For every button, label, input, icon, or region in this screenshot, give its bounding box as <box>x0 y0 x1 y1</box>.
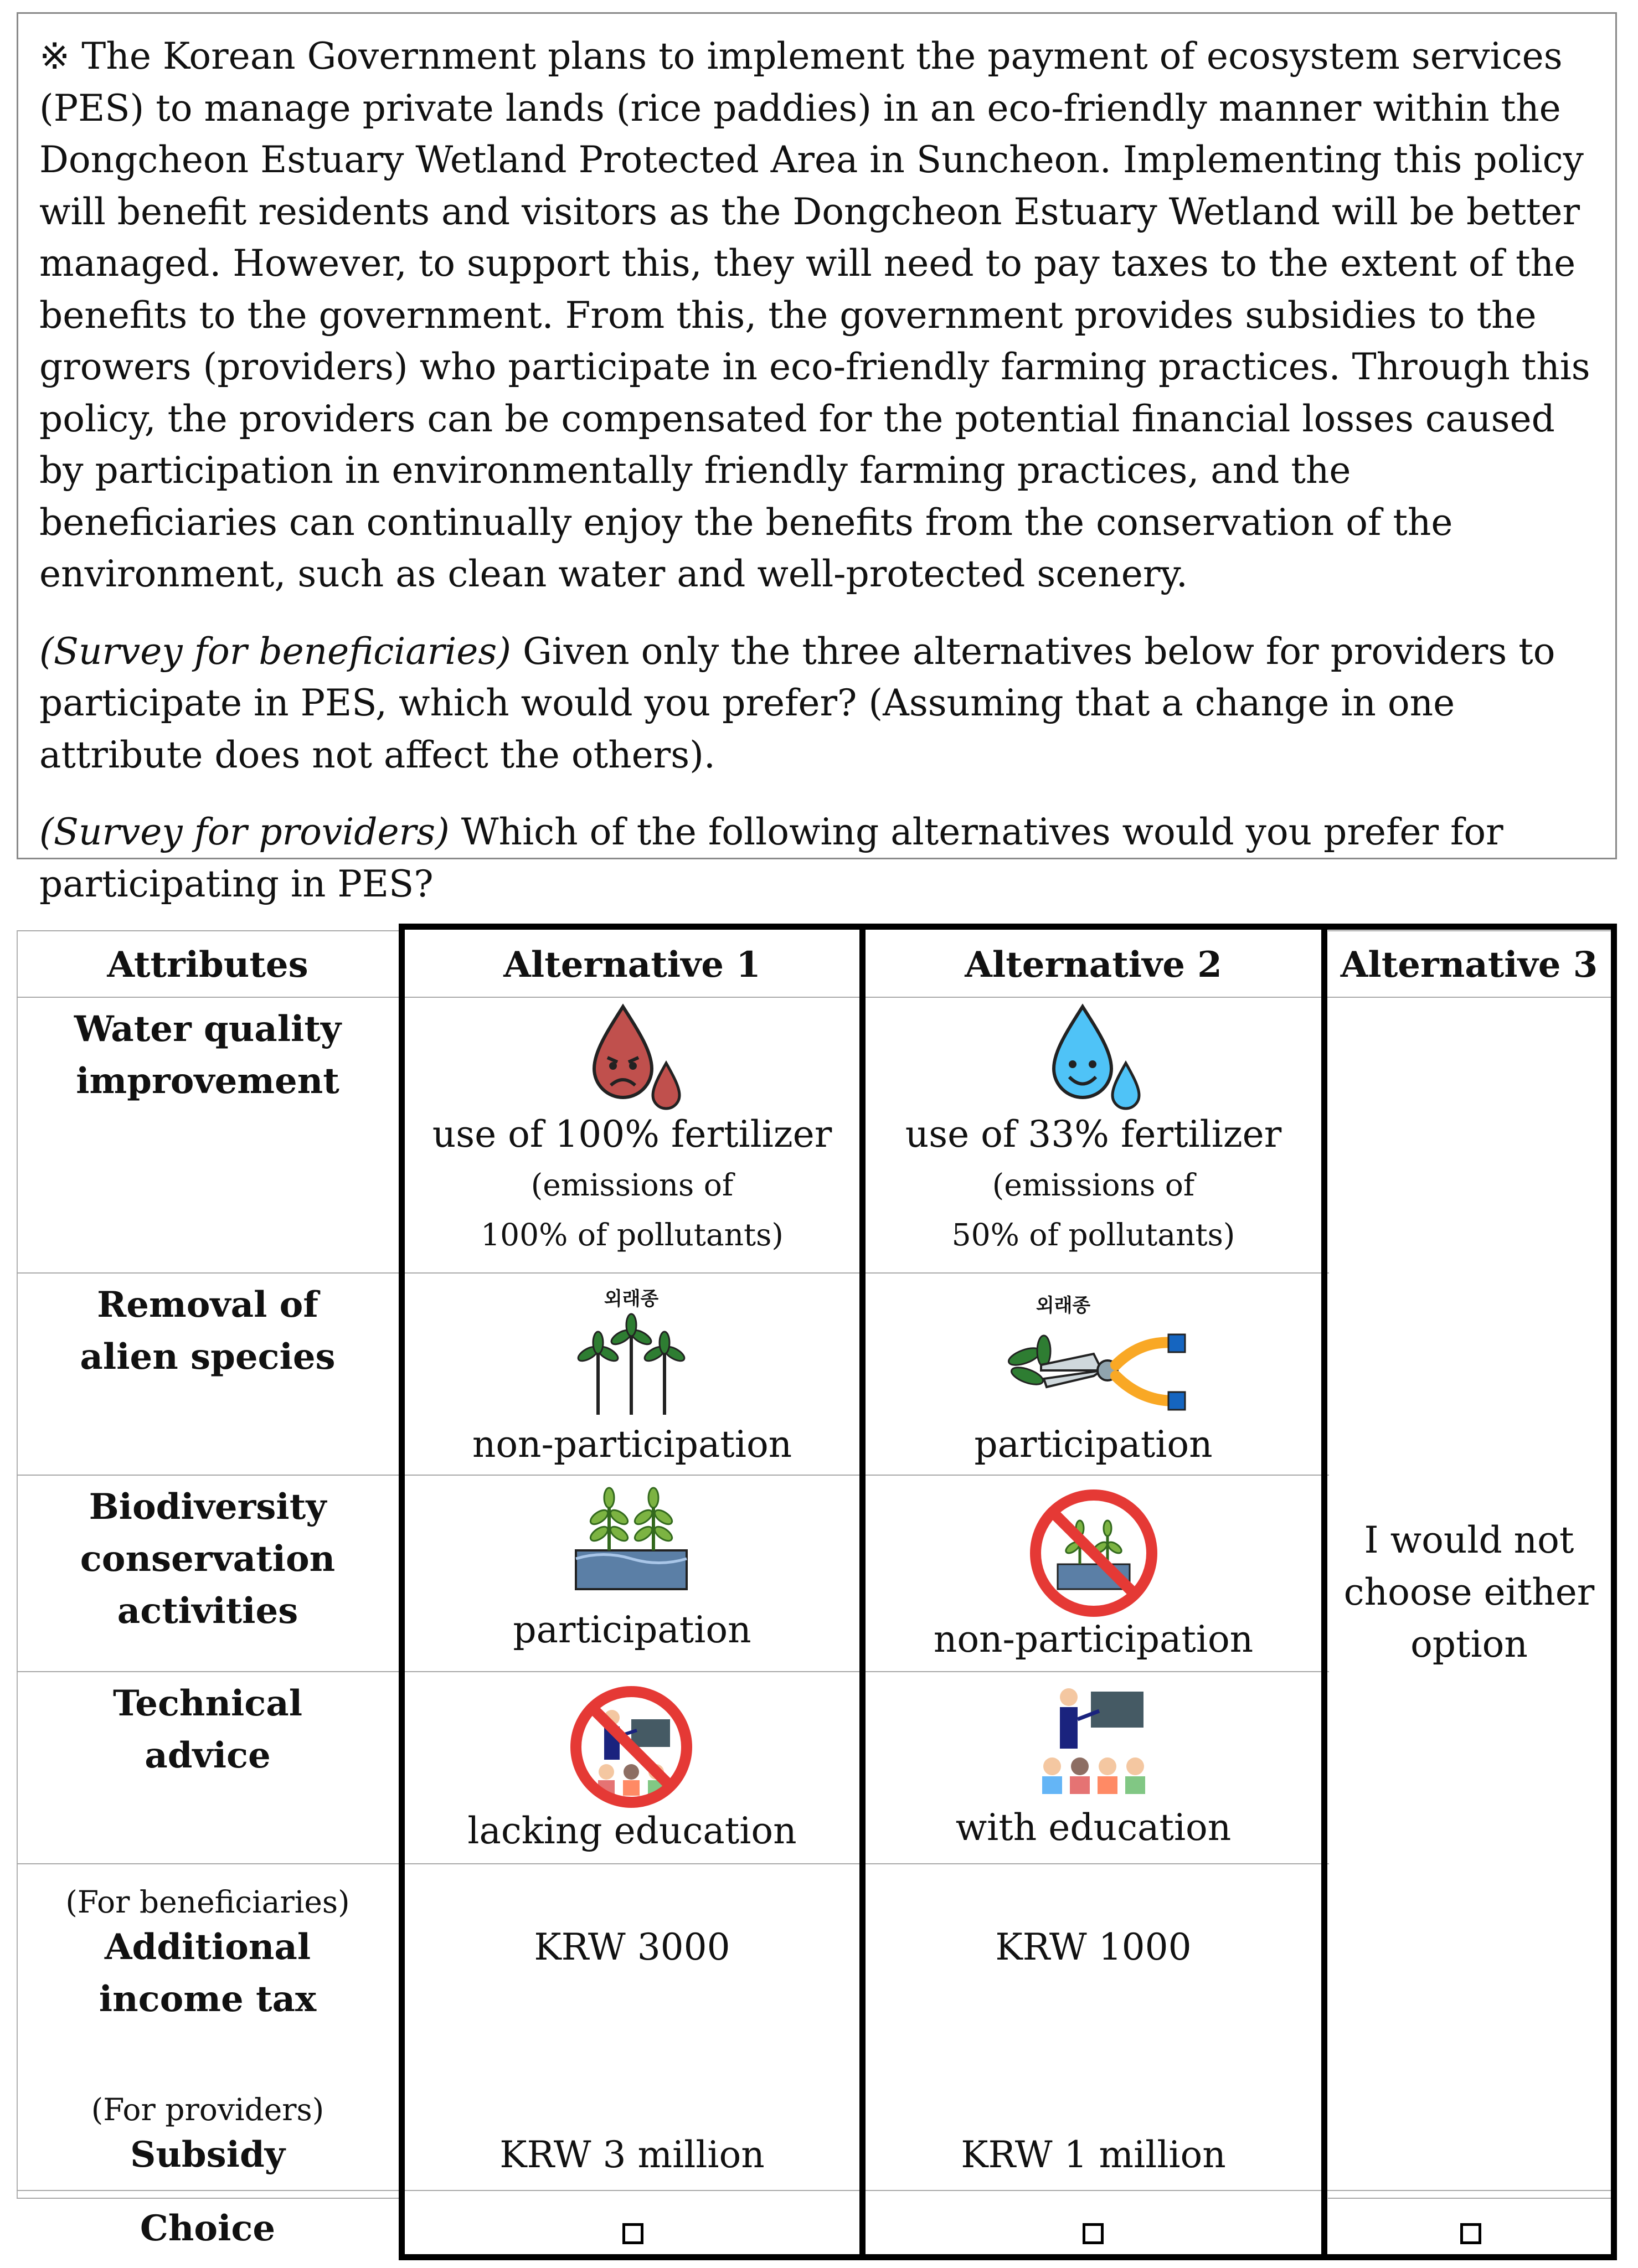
header-attributes: Attributes <box>107 944 308 986</box>
reference-mark: ※ <box>39 35 70 78</box>
intro-box <box>17 12 1617 905</box>
row-divider <box>17 1671 1329 1672</box>
alt1-technical-value: lacking education <box>467 1810 797 1852</box>
row-divider <box>17 997 1617 998</box>
row-divider <box>17 1272 1329 1274</box>
table-bottom-border <box>17 2198 399 2199</box>
opt-out-line: option <box>1410 1623 1528 1666</box>
label-line: Biodiversity <box>89 1486 327 1528</box>
label-line: conservation <box>80 1538 336 1580</box>
no-seedlings-icon <box>1027 1487 1160 1620</box>
label-line: improvement <box>76 1060 339 1102</box>
no-teacher-icon <box>568 1683 695 1811</box>
label-line: Technical <box>112 1683 303 1724</box>
label-line: income tax <box>99 1978 317 2020</box>
alt1-korean-label: 외래종 <box>604 1288 659 1310</box>
provider-survey-label: (Survey for providers) <box>39 811 450 853</box>
alt1-subsidy-value: KRW 3 million <box>499 2133 765 2176</box>
opt-out-line: choose either <box>1343 1571 1595 1614</box>
happy-water-drop-icon <box>1044 1002 1143 1113</box>
alt2-tax-value: KRW 1000 <box>995 1926 1192 1968</box>
intro-paragraph <box>39 30 1594 600</box>
beneficiary-survey-text: Given only the three alternatives below for providers to participate in PES, which would you prefer? (Assuming that a change in one attribute does not affect the others). <box>39 630 1555 776</box>
label-line: advice <box>145 1735 271 1776</box>
opt-out-line: I would not <box>1364 1519 1574 1561</box>
attribute-water-quality <box>17 1003 399 1107</box>
alt2-technical-value: with education <box>955 1806 1232 1849</box>
header-alternative-1: Alternative 1 <box>503 944 761 986</box>
alt2-subsidy-value: KRW 1 million <box>961 2133 1226 2176</box>
header-alternative-2: Alternative 2 <box>965 944 1222 986</box>
note-for-providers: (For providers) <box>91 2092 324 2127</box>
row-divider <box>17 2190 1617 2191</box>
beneficiary-survey-label: (Survey for beneficiaries) <box>39 630 511 673</box>
sad-water-drop-icon <box>584 1002 684 1113</box>
table-bottom-border-right <box>1328 2198 1617 2199</box>
attribute-income-tax <box>17 1921 399 2025</box>
beneficiary-survey <box>39 626 1594 781</box>
label-line: Water quality <box>74 1008 342 1050</box>
alt1-water-value: use of 100% fertilizer <box>432 1113 832 1156</box>
note-for-beneficiaries: (For beneficiaries) <box>65 1884 350 1920</box>
intro-text: The Korean Government plans to implement the payment of ecosystem services (PES) to manage private lands (rice paddies) in an eco-friendly manner within the Dongcheon Estuary Wetland Protected Area in Suncheon. Implementing this policy will benefit residents and visitors as the Dongcheon Estuary Wetland will be better managed. However, to support this, they will need to pay taxes to the extent of the benefits to the government. From this, the government provides subsidies to the growers (providers) who participate in eco-friendly farming practices. Through this policy, the providers can be compensated for the potential financial losses caused by participation in environmentally friendly farming practices, and the beneficiaries can continually enjoy the benefits from the conservation of the environment, such as clean water and well-protected scenery. <box>39 35 1590 595</box>
label-line: activities <box>117 1590 298 1632</box>
alt2-water-sub1: (emissions of <box>992 1167 1195 1203</box>
row-divider <box>17 1863 1329 1864</box>
alt1-water-sub2: 100% of pollutants) <box>481 1217 784 1252</box>
label-line: Removal of <box>97 1284 318 1326</box>
attribute-alien-species <box>17 1279 399 1383</box>
alien-plants-icon <box>576 1307 687 1418</box>
attribute-subsidy: Subsidy <box>130 2134 285 2176</box>
alt1-tax-value: KRW 3000 <box>534 1926 730 1968</box>
alt2-biodiversity-value: non-participation <box>933 1618 1254 1661</box>
label-line: alien species <box>80 1336 336 1378</box>
alt2-water-value: use of 33% fertilizer <box>905 1113 1282 1156</box>
alt3-choice-checkbox[interactable] <box>1460 2223 1481 2244</box>
alt1-biodiversity-value: participation <box>513 1609 751 1651</box>
attribute-biodiversity <box>17 1481 399 1637</box>
table-right-border <box>1616 930 1617 2199</box>
attribute-choice: Choice <box>140 2208 276 2249</box>
alt1-alien-value: non-participation <box>472 1423 792 1466</box>
label-line: Additional <box>104 1926 311 1968</box>
row-divider <box>17 1475 1329 1476</box>
alt2-choice-checkbox[interactable] <box>1083 2223 1104 2244</box>
alt3-opt-out-text <box>1327 1514 1611 1671</box>
attribute-technical-advice <box>17 1678 399 1782</box>
teacher-icon <box>1030 1683 1157 1800</box>
header-alternative-3: Alternative 3 <box>1340 944 1598 986</box>
table-top-border-right <box>1328 930 1617 931</box>
pruning-shears-icon <box>1002 1323 1191 1418</box>
alt2-korean-label: 외래종 <box>1036 1295 1091 1317</box>
table-top-border <box>17 930 399 931</box>
alt1-choice-checkbox[interactable] <box>622 2223 643 2244</box>
alt2-water-sub2: 50% of pollutants) <box>951 1217 1235 1252</box>
alt1-water-sub1: (emissions of <box>530 1167 734 1203</box>
provider-survey <box>39 806 1594 910</box>
seedlings-icon <box>570 1484 692 1595</box>
provider-survey-text: Which of the following alternatives would you prefer for participating in PES? <box>39 811 1503 905</box>
alt2-alien-value: participation <box>974 1423 1213 1466</box>
